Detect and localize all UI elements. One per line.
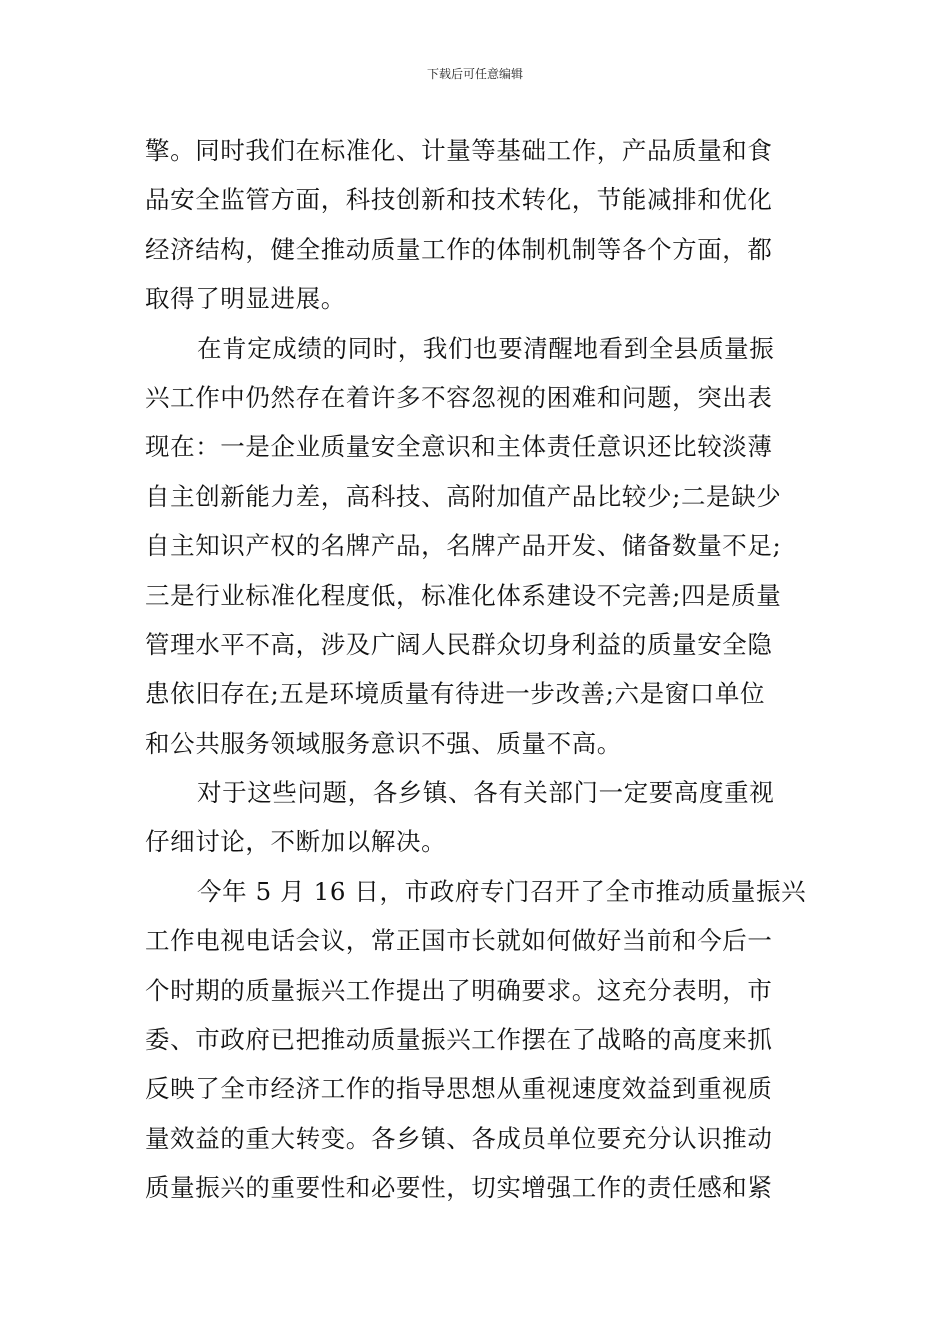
text-line: 对于这些问题，各乡镇、各有关部门一定要高度重视 bbox=[197, 778, 775, 808]
text-line: 经济结构，健全推动质量工作的体制机制等各个方面，都 bbox=[145, 234, 773, 264]
text-line: 自主知识产权的名牌产品，名牌产品开发、储备数量不足; bbox=[145, 531, 782, 561]
paragraph bbox=[145, 126, 810, 324]
text-line: 兴工作中仍然存在着许多不容忽视的困难和问题，突出表 bbox=[145, 382, 773, 412]
text-line: 委、市政府已把推动质量振兴工作摆在了战略的高度来抓 bbox=[145, 1025, 773, 1055]
text-line: 个时期的质量振兴工作提出了明确要求。这充分表明，市 bbox=[145, 975, 773, 1005]
text-line: 量效益的重大转变。各乡镇、各成员单位要充分认识推动 bbox=[145, 1123, 773, 1153]
text-line: 今年 5 月 16 日，市政府专门召开了全市推动质量振兴 bbox=[197, 876, 807, 906]
text-line: 和公共服务领域服务意识不强、质量不高。 bbox=[145, 728, 622, 758]
text-line: 工作电视电话会议，常正国市长就如何做好当前和今后一 bbox=[145, 926, 773, 956]
text-line: 自主创新能力差，高科技、高附加值产品比较少;二是缺少 bbox=[145, 481, 782, 511]
text-line: 仔细讨论，不断加以解决。 bbox=[145, 827, 447, 857]
download-note: 下载后可任意编辑 bbox=[426, 67, 523, 81]
text-line: 反映了全市经济工作的指导思想从重视速度效益到重视质 bbox=[145, 1074, 773, 1104]
text-line: 品安全监管方面，科技创新和技术转化，节能减排和优化 bbox=[145, 185, 773, 215]
text-line: 三是行业标准化程度低，标准化体系建设不完善;四是质量 bbox=[145, 580, 782, 610]
text-line: 擎。同时我们在标准化、计量等基础工作，产品质量和食 bbox=[145, 136, 773, 165]
text-line: 患依旧存在;五是环境质量有待进一步改善;六是窗口单位 bbox=[145, 679, 766, 709]
text-line: 在肯定成绩的同时，我们也要清醒地看到全县质量振 bbox=[197, 333, 775, 363]
text-line: 取得了明显进展。 bbox=[145, 284, 346, 314]
text-line: 管理水平不高，涉及广阔人民群众切身利益的质量安全隐 bbox=[145, 629, 773, 659]
paragraph bbox=[145, 768, 810, 867]
body-text bbox=[145, 126, 810, 1213]
paragraph bbox=[145, 867, 810, 1213]
paragraph bbox=[145, 324, 810, 769]
text-line: 质量振兴的重要性和必要性，切实增强工作的责任感和紧 bbox=[145, 1173, 773, 1203]
text-line: 现在：一是企业质量安全意识和主体责任意识还比较淡薄 bbox=[145, 432, 773, 462]
